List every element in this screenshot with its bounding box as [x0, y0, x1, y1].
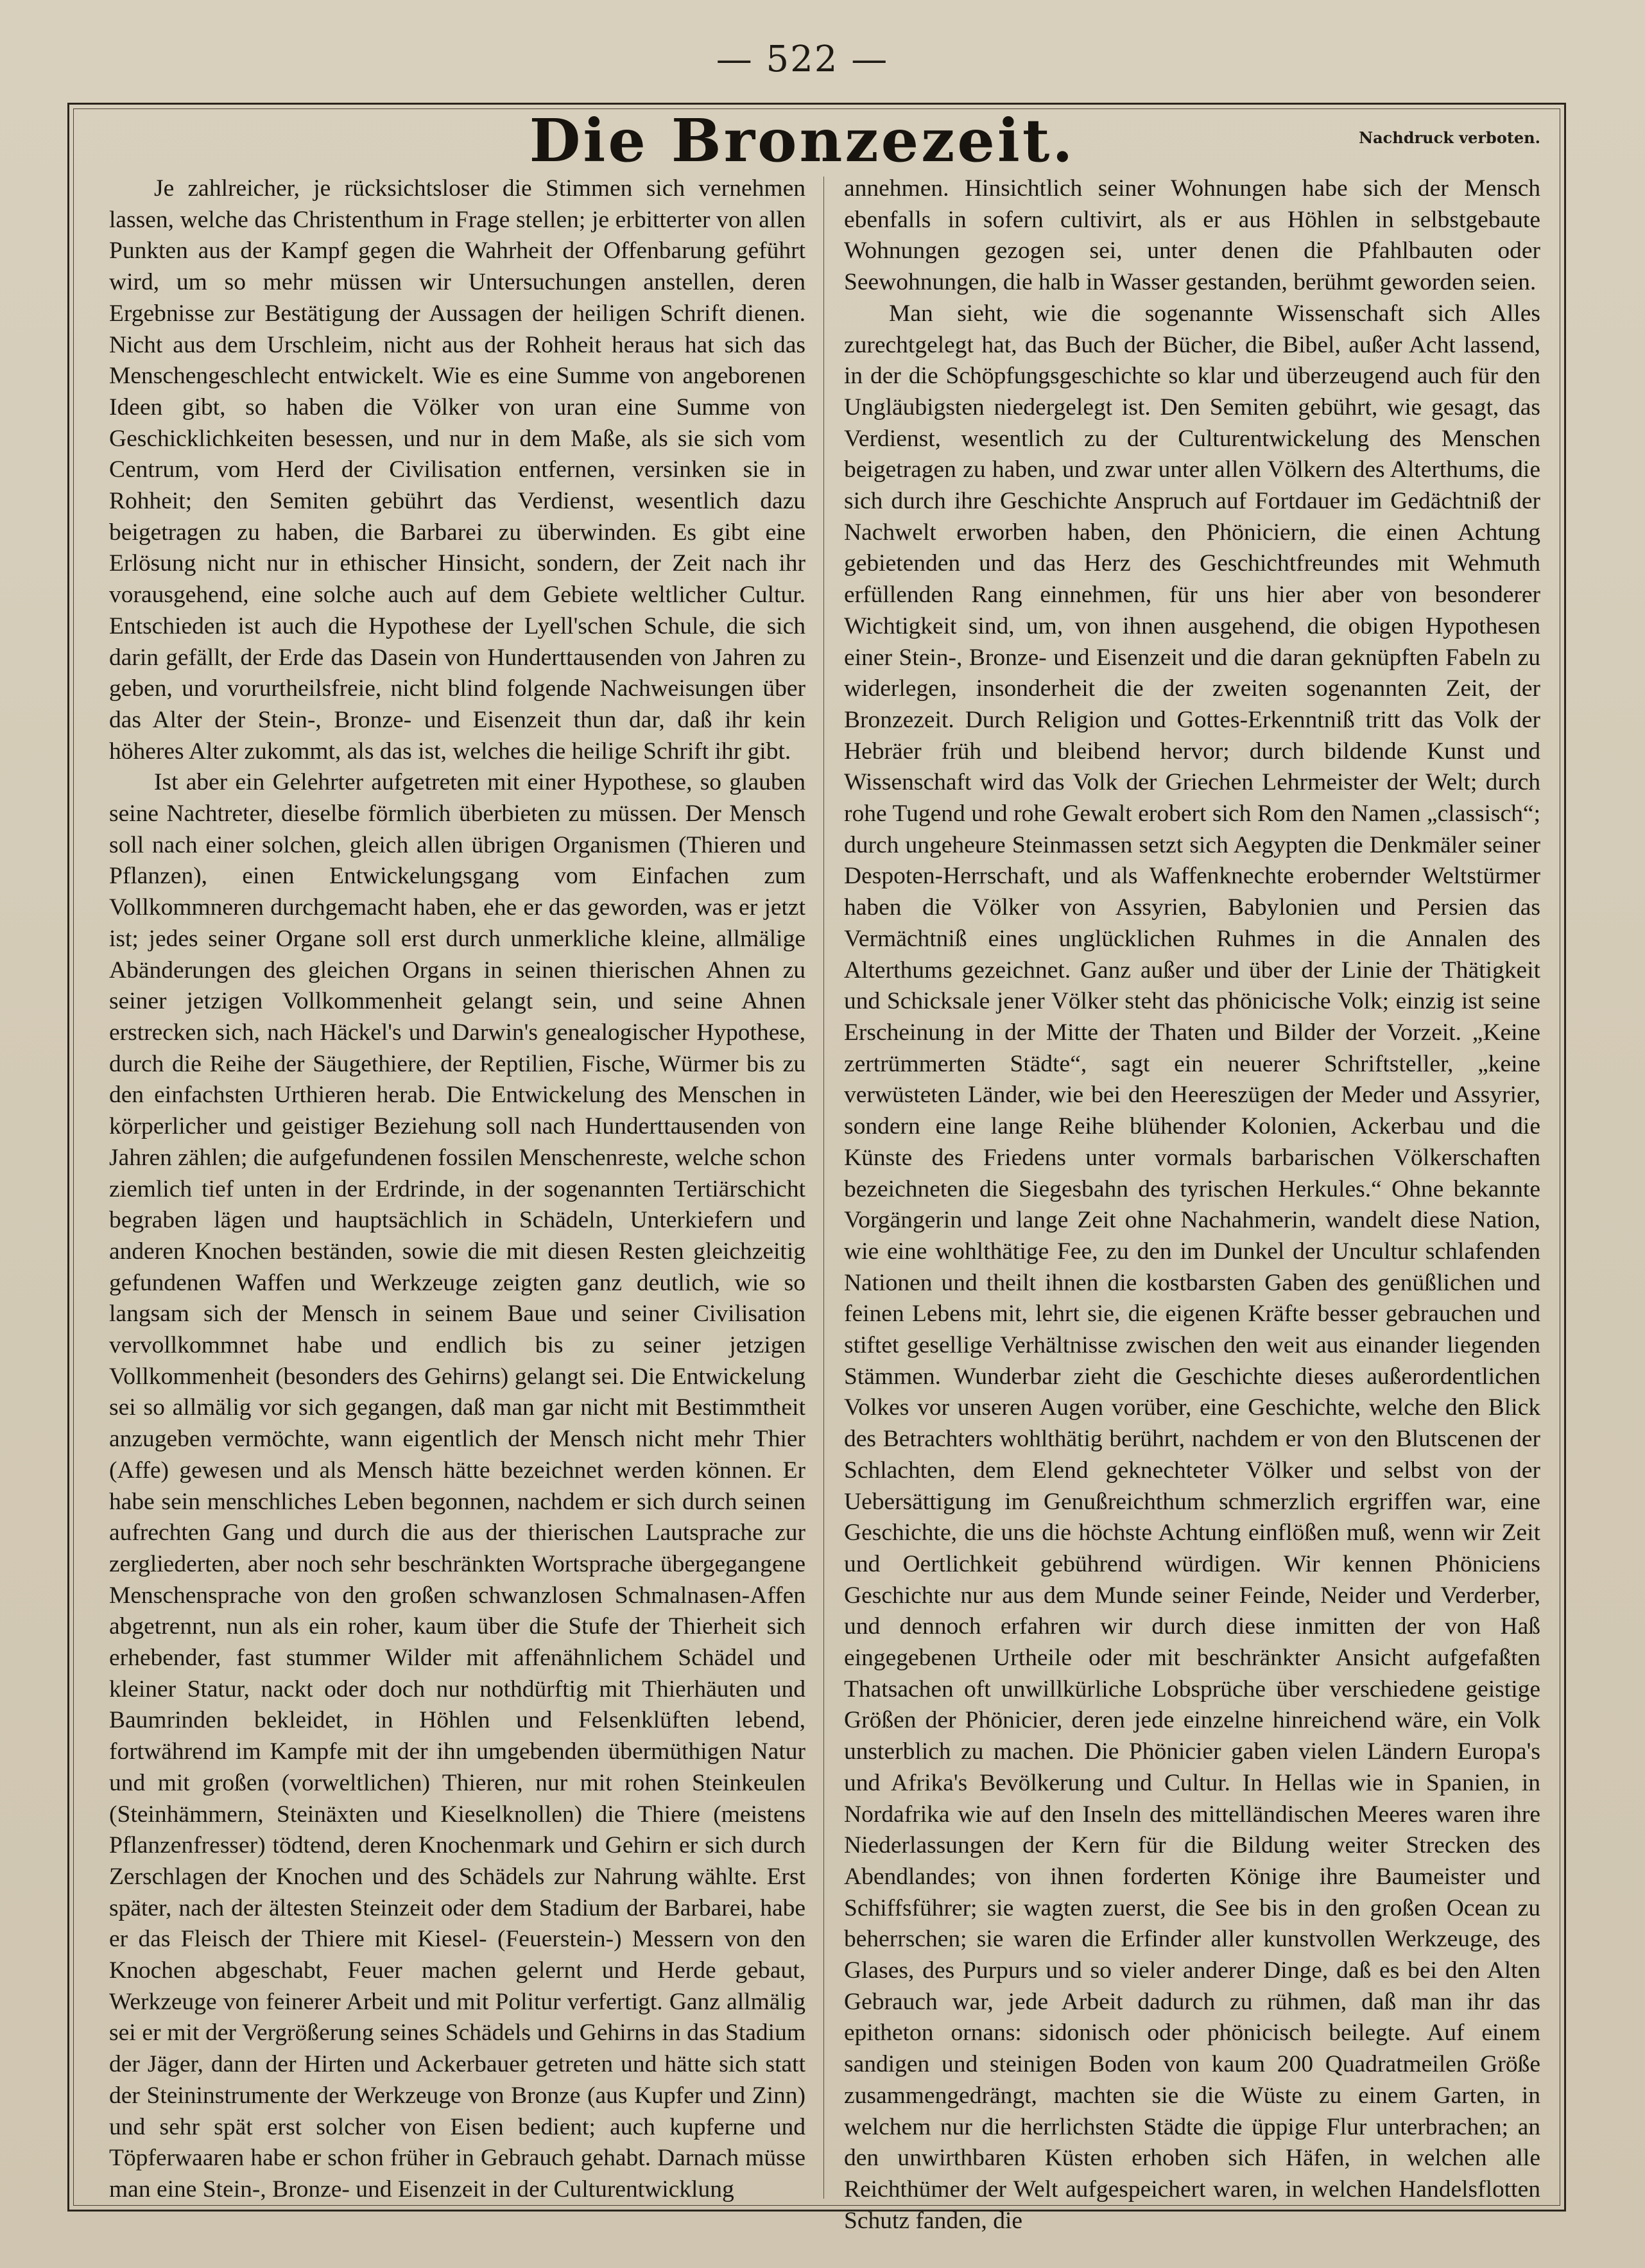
reprint-notice: Nachdruck verboten.	[1359, 128, 1540, 147]
paragraph: Ist aber ein Gelehrter aufgetreten mit einer Hypothese, so glauben seine Nachtreter, dieselbe förmlich überbieten zu müssen. Der Mensch soll nach einer solchen, gleich allen übrigen Organismen (Thieren und Pflanzen), einen Entwickelungsgang vom Einfachen zum Vollkommneren durchgemacht haben, ehe er das geworden, was er jetzt ist; jedes seiner Organe soll erst durch unmerkliche kleine, allmälige Abänderungen des gleichen Organs in seinen thierischen Ahnen zu seiner jetzigen Vollkommenheit gelangt sein, und seine Ahnen erstrecken sich, nach Häckel's und Darwin's genealogischer Hypothese, durch die Reihe der Säugethiere, der Reptilien, Fische, Würmer bis zu den einfachsten Urthieren herab. Die Entwickelung des Menschen in körperlicher und geistiger Beziehung soll nach Hunderttausenden von Jahren zählen; die aufgefundenen fossilen Menschenreste, welche schon ziemlich tief unten in der Erdrinde, in der sogenannten Tertiärschicht begraben lägen und hauptsächlich in Schädeln, Unterkiefern und anderen Knochen beständen, sowie die mit diesen Resten gleichzeitig gefundenen Waffen und Werkzeuge zeigten ganz deutlich, wie so langsam sich der Mensch in seinem Baue und seiner Civilisation vervollkommnet habe und endlich bis zu seiner jetzigen Vollkommenheit (besonders des Gehirns) gelangt sei. Die Entwickelung sei so allmälig vor sich gegangen, daß man gar nicht mit Bestimmtheit anzugeben vermöchte, wann eigentlich der Mensch nicht mehr Thier (Affe) gewesen und als Mensch hätte bezeichnet werden können. Er habe sein menschliches Leben begonnen, nachdem er sich durch seinen aufrechten Gang und durch die aus der thierischen Lautsprache zur zergliederten, aber noch sehr beschränkten Wortsprache übergegangene Menschensprache von den großen schwanzlosen Schmalnasen-Affen abgetrennt, nun als ein roher, kaum über die Stufe der Thierheit sich erhebender, fast stummer Wilder mit affenähnlichem Schädel und kleiner Statur, nackt oder doch nur nothdürftig mit Thierhäuten und Baumrinden bekleidet, in Höhlen und Felsenklüften lebend, fortwährend im Kampfe mit der ihn umgebenden übermüthigen Natur und mit großen (vorweltlichen) Thieren, nur mit rohen Steinkeulen (Steinhämmern, Steinäxten und Kieselknollen) die Thiere (meistens Pflanzenfresser) tödtend, deren Knochenmark und Gehirn er sich durch Zerschlagen der Knochen und des Schädels zur Nahrung wählte. Erst später, nach der ältesten Steinzeit oder dem Stadium der Barbarei, habe er das Fleisch der Thiere mit Kiesel- (Feuerstein-) Messern von den Knochen abgeschabt, Feuer machen gelernt und Herde gebaut, Werkzeuge von feinerer Arbeit und mit Politur verfertigt. Ganz allmälig sei er mit der Vergrößerung seines Schädels und Gehirns in das Stadium der Jäger, dann der Hirten und Ackerbauer getreten und hätte sich statt der Steininstrumente der Werkzeuge von Bronze (aus Kupfer und Zinn) und sehr spät erst solcher von Eisen bedient; auch kupferne und Töpferwaaren habe er schon früher in Gebrauch gehabt. Darnach müsse man eine Stein-, Bronze- und Eisenzeit in der Culturentwicklung	[109, 769, 805, 2203]
column-divider	[823, 177, 824, 2199]
paragraph: Man sieht, wie die sogenannte Wissenschaft sich Alles zurechtgelegt hat, das Buch der Bücher, die Bibel, außer Acht lassend, in der die Schöpfungsgeschichte so klar und überzeugend auch für den Ungläubigsten niedergelegt ist. Den Semiten gebührt, wie gesagt, das Verdienst, wesentlich zu der Culturentwickelung des Menschen beigetragen zu haben, und zwar unter allen Völkern des Alterthums, die sich durch ihre Geschichte Anspruch auf Fortdauer im Gedächtniß der Nachwelt erworben haben, den Phöniciern, die einen Achtung gebietenden und das Herz des Geschichtfreundes mit Wehmuth erfüllenden Rang einnehmen, für uns hier aber von besonderer Wichtigkeit sind, um, von ihnen ausgehend, die obigen Hypothesen einer Stein-, Bronze- und Eisenzeit und die daran geknüpften Fabeln zu widerlegen, insonderheit die der zweiten sogenannten Zeit, der Bronzezeit. Durch Religion und Gottes-Erkenntniß tritt das Volk der Hebräer früh und bleibend hervor; durch bildende Kunst und Wissenschaft wird das Volk der Griechen Lehrmeister der Welt; durch rohe Tugend und rohe Gewalt erobert sich Rom den Namen „classisch“; durch ungeheure Steinmassen setzt sich Aegypten die Denkmäler seiner Despoten-Herrschaft, und als Waffenknechte erobernder Weltstürmer haben die Völker von Assyrien, Babylonien und Persien das Vermächtniß eines unglücklichen Ruhmes in die Annalen des Alterthums gezeichnet. Ganz außer und über der Linie der Thätigkeit und Schicksale jener Völker steht das phönicische Volk; einzig ist seine Erscheinung in der Mitte der Thaten und Bilder der Vorzeit. „Keine zertrümmerten Städte“, sagt ein neuerer Schriftsteller, „keine verwüsteten Länder, wie bei den Heereszügen der Meder und Assyrier, sondern eine lange Reihe blühender Kolonien, Ackerbau und die Künste des Friedens unter vormals barbarischen Völkerschaften bezeichneten die Siegesbahn des tyrischen Herkules.“ Ohne bekannte Vorgängerin und lange Zeit ohne Nachahmerin, wandelt diese Nation, wie eine wohlthätige Fee, zu den im Dunkel der Uncultur schlafenden Nationen und theilt ihnen die kostbarsten Gaben des genüßlichen und feinen Lebens mit, lehrt sie, die eigenen Kräfte besser gebrauchen und stiftet gesellige Verhältnisse zwischen den weit aus einander liegenden Stämmen. Wunderbar zieht die Geschichte dieses außerordentlichen Volkes vor unseren Augen vorüber, eine Geschichte, welche den Blick des Betrachters wohlthätig berührt, nachdem er von den Blutscenen der Schlachten, dem Elend geknechteter Völker und selbst von der Uebersättigung im Genußreichthum schmerzlich ergriffen war, eine Geschichte, die uns die höchste Achtung einflößen muß, wenn wir Zeit und Oertlichkeit gebührend würdigen. Wir kennen Phöniciens Geschichte nur aus dem Munde seiner Feinde, Neider und Verderber, und dennoch erfahren wir durch diese inmitten der von Haß eingegebenen Urtheile oder mit beschränkter Ansicht aufgefaßten Thatsachen oft unwillkürliche Lobsprüche über verschiedene geistige Größen der Phönicier, deren jede einzelne hinreichend wäre, ein Volk unsterblich zu machen. Die Phönicier gaben vielen Ländern Europa's und Afrika's Bevölkerung und Cultur. In Hellas wie in Spanien, in Nordafrika wie auf den Inseln des mittelländischen Meeres waren ihre Niederlassungen der Kern für die Bildung weiter Strecken des Abendlandes; von ihnen forderten Könige ihre Baumeister und Schiffsführer; sie wagten zuerst, die See bis in den großen Ocean zu beherrschen; sie waren die Erfinder aller kunstvollen Werkzeuge, des Glases, des Purpurs und so vieler anderer Dinge, daß es bei den Alten Gebrauch war, jede Arbeit dadurch zu rühmen, daß man ihr das epitheton ornans: sidonisch oder phönicisch beilegte. Auf einem sandigen und steinigen Boden von kaum 200 Quadratmeilen Größe zusammengedrängt, machten sie die Wüste zu einem Garten, in welchem nur die herrlichsten Städte die üppige Flur unterbrachen; an den unwirthbaren Küsten erhoben sich Häfen, in welchen alle Reichthümer der Welt aufgespeichert waren, in welchen Handelsflotten Schutz fanden, die	[844, 300, 1540, 2234]
paragraph-continued: annehmen. Hinsichtlich seiner Wohnungen habe sich der Mensch ebenfalls in sofern cultivirt, als er aus Höhlen in selbstgebaute Wohnungen gezogen sei, unter denen die Pfahlbauten oder Seewohnungen, die halb in Wasser gestanden, berühmt geworden seien.	[844, 175, 1540, 296]
page-number: — 522 —	[716, 39, 889, 80]
paragraph: Je zahlreicher, je rücksichtsloser die Stimmen sich vernehmen lassen, welche das Christenthum in Frage stellen; je erbitterter von allen Punkten aus der Kampf gegen die Wahrheit der Offenbarung geführt wird, um so mehr müssen wir Untersuchungen anstellen, deren Ergebnisse zur Bestätigung der Aussagen der heiligen Schrift dienen. Nicht aus dem Urschleim, nicht aus der Rohheit heraus hat sich das Menschengeschlecht entwickelt. Wie es eine Summe von angeborenen Ideen gibt, so haben die Völker von uran eine Summe von Geschicklichkeiten besessen, und nur in dem Maße, als sie sich vom Centrum, vom Herd der Civilisation entfernen, versinken sie in Rohheit; den Semiten gebührt das Verdienst, wesentlich dazu beigetragen zu haben, die Barbarei zu überwinden. Es gibt eine Erlösung nicht nur in ethischer Hinsicht, sondern, der Zeit nach ihr vorausgehend, eine solche auch auf dem Gebiete weltlicher Cultur. Entschieden ist auch die Hypothese der Lyell'schen Schule, die sich darin gefällt, der Erde das Dasein von Hunderttausenden von Jahren zu geben, und vorurtheilsfreie, nicht blind folgende Nachweisungen über das Alter der Stein-, Bronze- und Eisenzeit thun dar, daß ihr kein höheres Alter zukommt, als das ist, welches die heilige Schrift ihr gibt.	[109, 175, 805, 765]
right-column	[844, 173, 1540, 2234]
left-column	[109, 173, 805, 2203]
article-title: Die Bronzezeit.	[529, 106, 1076, 175]
